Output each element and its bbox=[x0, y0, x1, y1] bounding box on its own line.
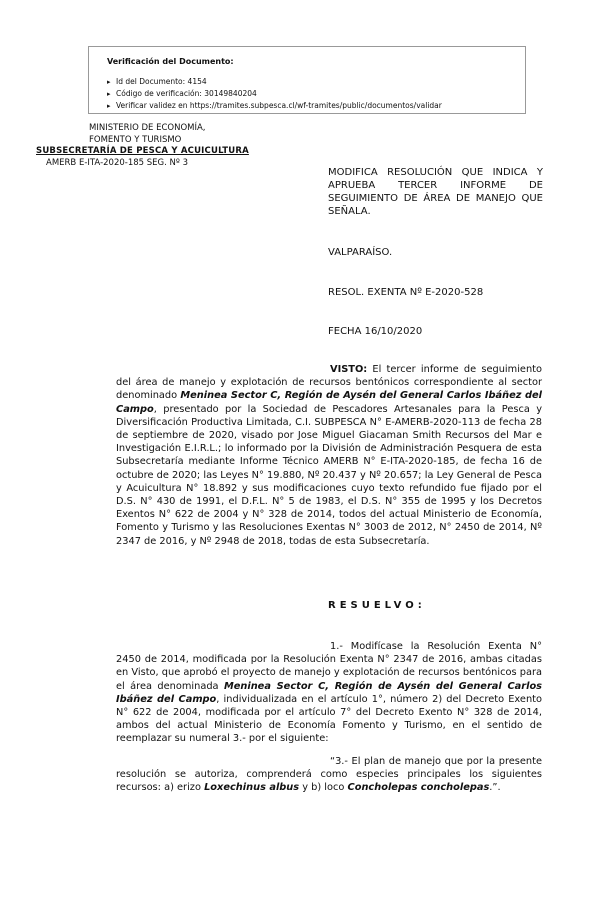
p2-species-1: Loxechinus albus bbox=[204, 782, 300, 794]
ministry-line-1: MINISTERIO DE ECONOMÍA, bbox=[89, 123, 206, 133]
visto-area-name: Meninea Sector C, Región de Aysén del General Carlos Ibáñez del Campo bbox=[116, 390, 542, 415]
resolution-date: FECHA 16/10/2020 bbox=[328, 326, 423, 337]
visto-text-1: El tercer informe de seguimiento del área de manejo y explotación de recursos bentónicos correspondiente al sector denominado bbox=[116, 364, 542, 402]
resuelvo-paragraph-1 bbox=[116, 640, 542, 746]
visto-text-2: , presentado por la Sociedad de Pescadores Artesanales para la Pesca y Diversificación Productiva Limitada, C.I. SUBPESCA N° E-AMERB-2020-113 de fecha 28 de septiembre de 2020, visado por Jose Miguel Giacaman Smith Recursos del Mar e Investigación E.I.R.L.; lo informado por la División de Administración Pesquera de esta Subsecretaría mediante Informe Técnico AMERB N° E-ITA-2020-185, de fecha 16 de octubre de 2020; las Leyes N° 19.880, Nº 20.437 y Nº 20.657; la Ley General de Pesca y Acuicultura N° 18.892 y sus modificaciones cuyo texto refundido fue fijado por el D.S. N° 430 de 1991, el D.F.L. N° 5 de 1983, el D.S. N° 355 de 1995 y los Decretos Exentos N° 622 de 2004 y N° 328 de 2014, todos del actual Ministerio de Economía, Fomento y Turismo y las Resoluciones Exentas N° 3003 de 2012, N° 2450 de 2014, Nº 2347 de 2016, y Nº 2948 de 2018, todas de esta Subsecretaría. bbox=[116, 403, 542, 547]
verification-title: Verificación del Documento: bbox=[107, 57, 234, 66]
verification-id: ▸ Id del Documento: 4154 bbox=[107, 76, 442, 88]
p2-text-3: .”. bbox=[489, 782, 501, 794]
ministry-line-2: FOMENTO Y TURISMO bbox=[89, 135, 182, 145]
resuelvo-heading: RESUELVO: bbox=[328, 600, 426, 611]
document-reference: AMERB E-ITA-2020-185 SEG. Nº 3 bbox=[46, 158, 188, 168]
visto-paragraph bbox=[116, 363, 542, 548]
verification-url[interactable]: ▸ Verificar validez en https://tramites.subpesca.cl/wf-tramites/public/documentos/validar bbox=[107, 100, 442, 112]
verification-code: ▸ Código de verificación: 30149840204 bbox=[107, 88, 442, 100]
place: VALPARAÍSO. bbox=[328, 247, 393, 258]
undersecretariat-name: SUBSECRETARÍA DE PESCA Y ACUICULTURA bbox=[36, 146, 249, 156]
verification-list bbox=[107, 76, 442, 112]
p1-area-name: Meninea Sector C, Región de Aysén del General Carlos Ibáñez del Campo bbox=[116, 680, 543, 705]
p2-species-2: Concholepas concholepas bbox=[347, 782, 490, 794]
resolution-topic: MODIFICA RESOLUCIÓN QUE INDICA Y APRUEBA TERCER INFORME DE SEGUIMIENTO DE ÁREA DE MANEJO QUE SEÑALA. bbox=[328, 167, 543, 217]
p1-text-2: , individualizada en el artículo 1°, número 2) del Decreto Exento N° 622 de 2004, modificada por el artículo 7° del Decreto Exento N° 328 de 2014, ambos del actual Ministerio de Economía Fomento y Turismo, en el sentido de reemplazar su numeral 3.- por el siguiente: bbox=[116, 693, 542, 745]
p2-text-1: “3.- El plan de manejo que por la presente resolución se autoriza, comprenderá como especies principales los siguientes recursos: a) erizo bbox=[116, 756, 542, 794]
resuelvo-paragraph-2 bbox=[116, 755, 542, 795]
resolution-number: RESOL. EXENTA Nº E-2020-528 bbox=[328, 287, 484, 298]
verification-box bbox=[88, 46, 526, 114]
visto-label: VISTO: bbox=[330, 364, 368, 375]
p1-text-1: 1.- Modifícase la Resolución Exenta N° 2450 de 2014, modificada por la Resolución Exenta N° 2347 de 2016, ambas citadas en Visto, que aprobó el proyecto de manejo y explotación de recursos bentónicos para el área denominada bbox=[116, 641, 542, 692]
p2-text-2: y b) loco bbox=[299, 782, 348, 794]
